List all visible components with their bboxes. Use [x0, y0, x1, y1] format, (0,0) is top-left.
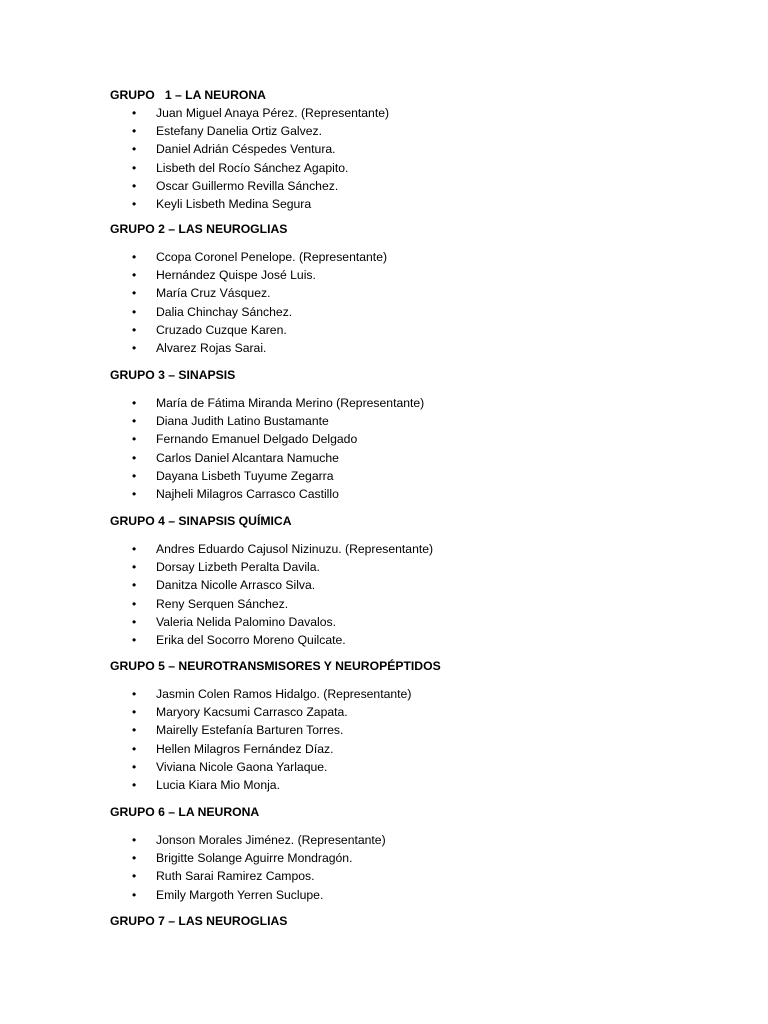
member-name: Valeria Nelida Palomino Davalos.	[156, 614, 336, 629]
list-item	[110, 394, 730, 412]
list-item	[110, 831, 730, 849]
member-name: Brigitte Solange Aguirre Mondragón.	[156, 851, 353, 866]
bullet-icon: •	[132, 414, 137, 429]
list-item	[110, 284, 730, 302]
member-name: Fernando Emanuel Delgado Delgado	[156, 432, 358, 447]
list-item	[110, 758, 730, 776]
bullet-icon: •	[132, 340, 137, 355]
list-item	[110, 122, 730, 140]
member-name: Erika del Socorro Moreno Quilcate.	[156, 632, 346, 647]
list-item	[110, 339, 730, 357]
list-item	[110, 303, 730, 321]
member-name: Dalia Chinchay Sánchez.	[156, 304, 293, 319]
list-item	[110, 776, 730, 794]
group-heading: GRUPO 5 – NEUROTRANSMISORES Y NEUROPÉPTIDOS	[110, 659, 441, 673]
list-item	[110, 886, 730, 904]
list-item	[110, 449, 730, 467]
member-name: Hernández Quispe José Luis.	[156, 268, 316, 283]
list-item	[110, 321, 730, 339]
member-list	[110, 248, 730, 357]
bullet-icon: •	[132, 596, 137, 611]
member-name: Juan Miguel Anaya Pérez. (Representante)	[156, 106, 390, 120]
list-item	[110, 849, 730, 867]
member-name: Lisbeth del Rocío Sánchez Agapito.	[156, 160, 349, 175]
bullet-icon: •	[132, 869, 137, 884]
bullet-icon: •	[132, 468, 137, 483]
list-item	[110, 685, 730, 703]
bullet-icon: •	[132, 833, 137, 847]
list-item	[110, 195, 730, 213]
member-name: Andres Eduardo Cajusol Nizinuzu. (Representante)	[156, 542, 434, 556]
bullet-icon: •	[132, 560, 137, 575]
member-name: Diana Judith Latino Bustamante	[156, 414, 329, 429]
member-name: Keyli Lisbeth Medina Segura	[156, 196, 312, 211]
list-item	[110, 740, 730, 758]
list-item	[110, 104, 730, 122]
member-name: Maryory Kacsumi Carrasco Zapata.	[156, 705, 348, 720]
bullet-icon: •	[132, 632, 137, 647]
member-list	[110, 394, 730, 503]
bullet-icon: •	[132, 887, 137, 902]
list-item	[110, 248, 730, 266]
bullet-icon: •	[132, 322, 137, 337]
member-name: Dorsay Lizbeth Peralta Davila.	[156, 560, 320, 575]
member-list	[110, 540, 730, 649]
list-item	[110, 595, 730, 613]
group-heading: GRUPO 1 – LA NEURONA	[110, 88, 266, 102]
list-item	[110, 703, 730, 721]
bullet-icon: •	[132, 250, 137, 264]
group-2	[110, 220, 730, 357]
bullet-icon: •	[132, 106, 137, 120]
member-name: Dayana Lisbeth Tuyume Zegarra	[156, 468, 334, 483]
member-name: Najheli Milagros Carrasco Castillo	[156, 486, 339, 501]
list-item	[110, 159, 730, 177]
member-name: Danitza Nicolle Arrasco Silva.	[156, 578, 316, 593]
bullet-icon: •	[132, 614, 137, 629]
member-name: Mairelly Estefanía Barturen Torres.	[156, 723, 344, 738]
list-item	[110, 467, 730, 485]
member-name: Alvarez Rojas Sarai.	[156, 340, 267, 355]
bullet-icon: •	[132, 396, 137, 410]
list-item	[110, 485, 730, 503]
member-name: Reny Serquen Sánchez.	[156, 596, 289, 611]
bullet-icon: •	[132, 777, 137, 792]
member-name: Daniel Adrián Céspedes Ventura.	[156, 142, 336, 157]
list-item	[110, 576, 730, 594]
bullet-icon: •	[132, 196, 137, 211]
bullet-icon: •	[132, 542, 137, 556]
bullet-icon: •	[132, 142, 137, 157]
member-name: Oscar Guillermo Revilla Sánchez.	[156, 178, 339, 193]
list-item	[110, 412, 730, 430]
member-list	[110, 831, 730, 904]
bullet-icon: •	[132, 268, 137, 283]
list-item	[110, 140, 730, 158]
bullet-icon: •	[132, 160, 137, 175]
list-item	[110, 266, 730, 284]
list-item	[110, 430, 730, 448]
bullet-icon: •	[132, 304, 137, 319]
member-name: Carlos Daniel Alcantara Namuche	[156, 450, 339, 465]
bullet-icon: •	[132, 687, 137, 701]
group-heading: GRUPO 2 – LAS NEUROGLIAS	[110, 222, 288, 236]
list-item	[110, 558, 730, 576]
member-list	[110, 685, 730, 794]
group-7	[110, 912, 730, 930]
group-4	[110, 512, 730, 649]
bullet-icon: •	[132, 486, 137, 501]
member-name: Cruzado Cuzque Karen.	[156, 322, 287, 337]
list-item	[110, 540, 730, 558]
bullet-icon: •	[132, 450, 137, 465]
member-name: Hellen Milagros Fernández Díaz.	[156, 741, 334, 756]
bullet-icon: •	[132, 741, 137, 756]
list-item	[110, 613, 730, 631]
bullet-icon: •	[132, 578, 137, 593]
member-list	[110, 104, 730, 213]
group-heading: GRUPO 3 – SINAPSIS	[110, 368, 236, 382]
list-item	[110, 177, 730, 195]
member-name: Ccopa Coronel Penelope. (Representante)	[156, 250, 388, 264]
bullet-icon: •	[132, 705, 137, 720]
member-name: Estefany Danelia Ortiz Galvez.	[156, 124, 322, 139]
group-5	[110, 657, 730, 794]
bullet-icon: •	[132, 759, 137, 774]
bullet-icon: •	[132, 723, 137, 738]
group-heading: GRUPO 6 – LA NEURONA	[110, 805, 260, 819]
list-item	[110, 631, 730, 649]
member-name: Emily Margoth Yerren Suclupe.	[156, 887, 324, 902]
list-item	[110, 867, 730, 885]
bullet-icon: •	[132, 286, 137, 301]
bullet-icon: •	[132, 851, 137, 866]
group-heading: GRUPO 7 – LAS NEUROGLIAS	[110, 914, 288, 928]
member-name: Lucia Kiara Mio Monja.	[156, 777, 280, 792]
group-1	[110, 86, 730, 213]
bullet-icon: •	[132, 432, 137, 447]
list-item	[110, 721, 730, 739]
group-6	[110, 803, 730, 904]
member-name: María Cruz Vásquez.	[156, 286, 271, 301]
bullet-icon: •	[132, 178, 137, 193]
member-name: Viviana Nicole Gaona Yarlaque.	[156, 759, 328, 774]
member-name: Jasmin Colen Ramos Hidalgo. (Representante)	[156, 687, 412, 701]
group-heading: GRUPO 4 – SINAPSIS QUÍMICA	[110, 514, 292, 528]
member-name: María de Fátima Miranda Merino (Representante)	[156, 396, 425, 410]
member-name: Jonson Morales Jiménez. (Representante)	[156, 833, 386, 847]
member-name: Ruth Sarai Ramirez Campos.	[156, 869, 315, 884]
bullet-icon: •	[132, 124, 137, 139]
group-3	[110, 366, 730, 503]
